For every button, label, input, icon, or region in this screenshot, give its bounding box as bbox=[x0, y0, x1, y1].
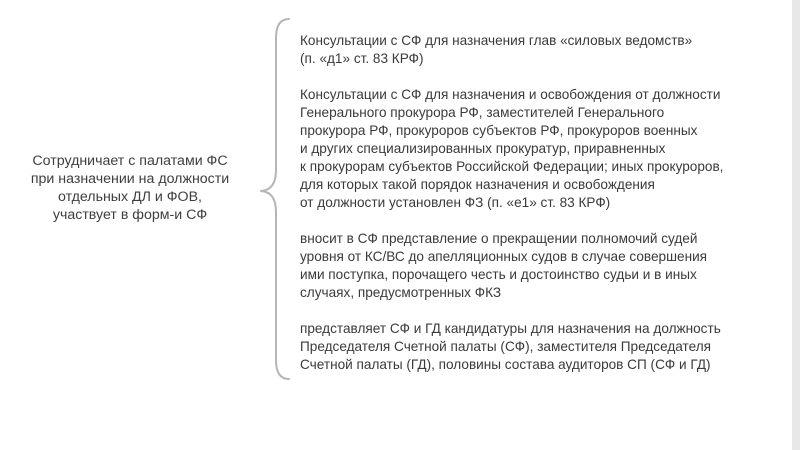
paragraph-line: Консультации с СФ для назначения глав «силовых ведомств» bbox=[300, 33, 693, 48]
paragraph-consultations-security bbox=[300, 32, 780, 68]
paragraph-line: и других специализированных прокуратур, приравненных bbox=[300, 141, 666, 156]
paragraph-line: к прокурорам субъектов Российской Федерации; иных прокуроров, bbox=[300, 159, 724, 174]
paragraph-accounts-chamber bbox=[300, 320, 780, 374]
left-summary bbox=[10, 152, 250, 224]
left-summary-line: Сотрудничает с палатами ФС bbox=[32, 153, 228, 169]
paragraph-consultations-prosecutors bbox=[300, 86, 780, 212]
paragraph-line: Председателя Счетной палаты (СФ), заместителя Председателя bbox=[300, 339, 712, 354]
paragraph-line: для которых такой порядок назначения и освобождения bbox=[300, 177, 655, 192]
paragraph-line: Генерального прокурора РФ, заместителей Генерального bbox=[300, 105, 665, 120]
paragraph-line: Счетной палаты (ГД), половины состава аудиторов СП (СФ и ГД) bbox=[300, 357, 711, 372]
paragraph-line: ими поступка, порочащего честь и достоинство судьи и в иных bbox=[300, 267, 697, 282]
right-details bbox=[300, 32, 780, 392]
paragraph-line: уровня от КС/ВС до апелляционных судов в случае совершения bbox=[300, 249, 708, 264]
paragraph-line: представляет СФ и ГД кандидатуры для назначения на должность bbox=[300, 321, 721, 336]
paragraph-line: (п. «д1» ст. 83 КРФ) bbox=[300, 51, 424, 66]
left-summary-line: отдельных ДЛ и ФОВ, bbox=[58, 189, 202, 205]
paragraph-line: от должности установлен ФЗ (п. «е1» ст. 83 КРФ) bbox=[300, 195, 611, 210]
paragraph-line: вносит в СФ представление о прекращении полномочий судей bbox=[300, 231, 698, 246]
paragraph-judges-termination bbox=[300, 230, 780, 302]
curly-brace-icon bbox=[256, 0, 296, 450]
left-summary-line: участвует в форм-и СФ bbox=[52, 207, 208, 223]
slide-accent-bar bbox=[792, 0, 800, 450]
paragraph-line: Консультации с СФ для назначения и освобождения от должности bbox=[300, 87, 721, 102]
paragraph-line: случаях, предусмотренных ФКЗ bbox=[300, 285, 502, 300]
left-summary-line: при назначении на должности bbox=[30, 171, 230, 187]
paragraph-line: прокурора РФ, прокуроров субъектов РФ, прокуроров военных bbox=[300, 123, 698, 138]
